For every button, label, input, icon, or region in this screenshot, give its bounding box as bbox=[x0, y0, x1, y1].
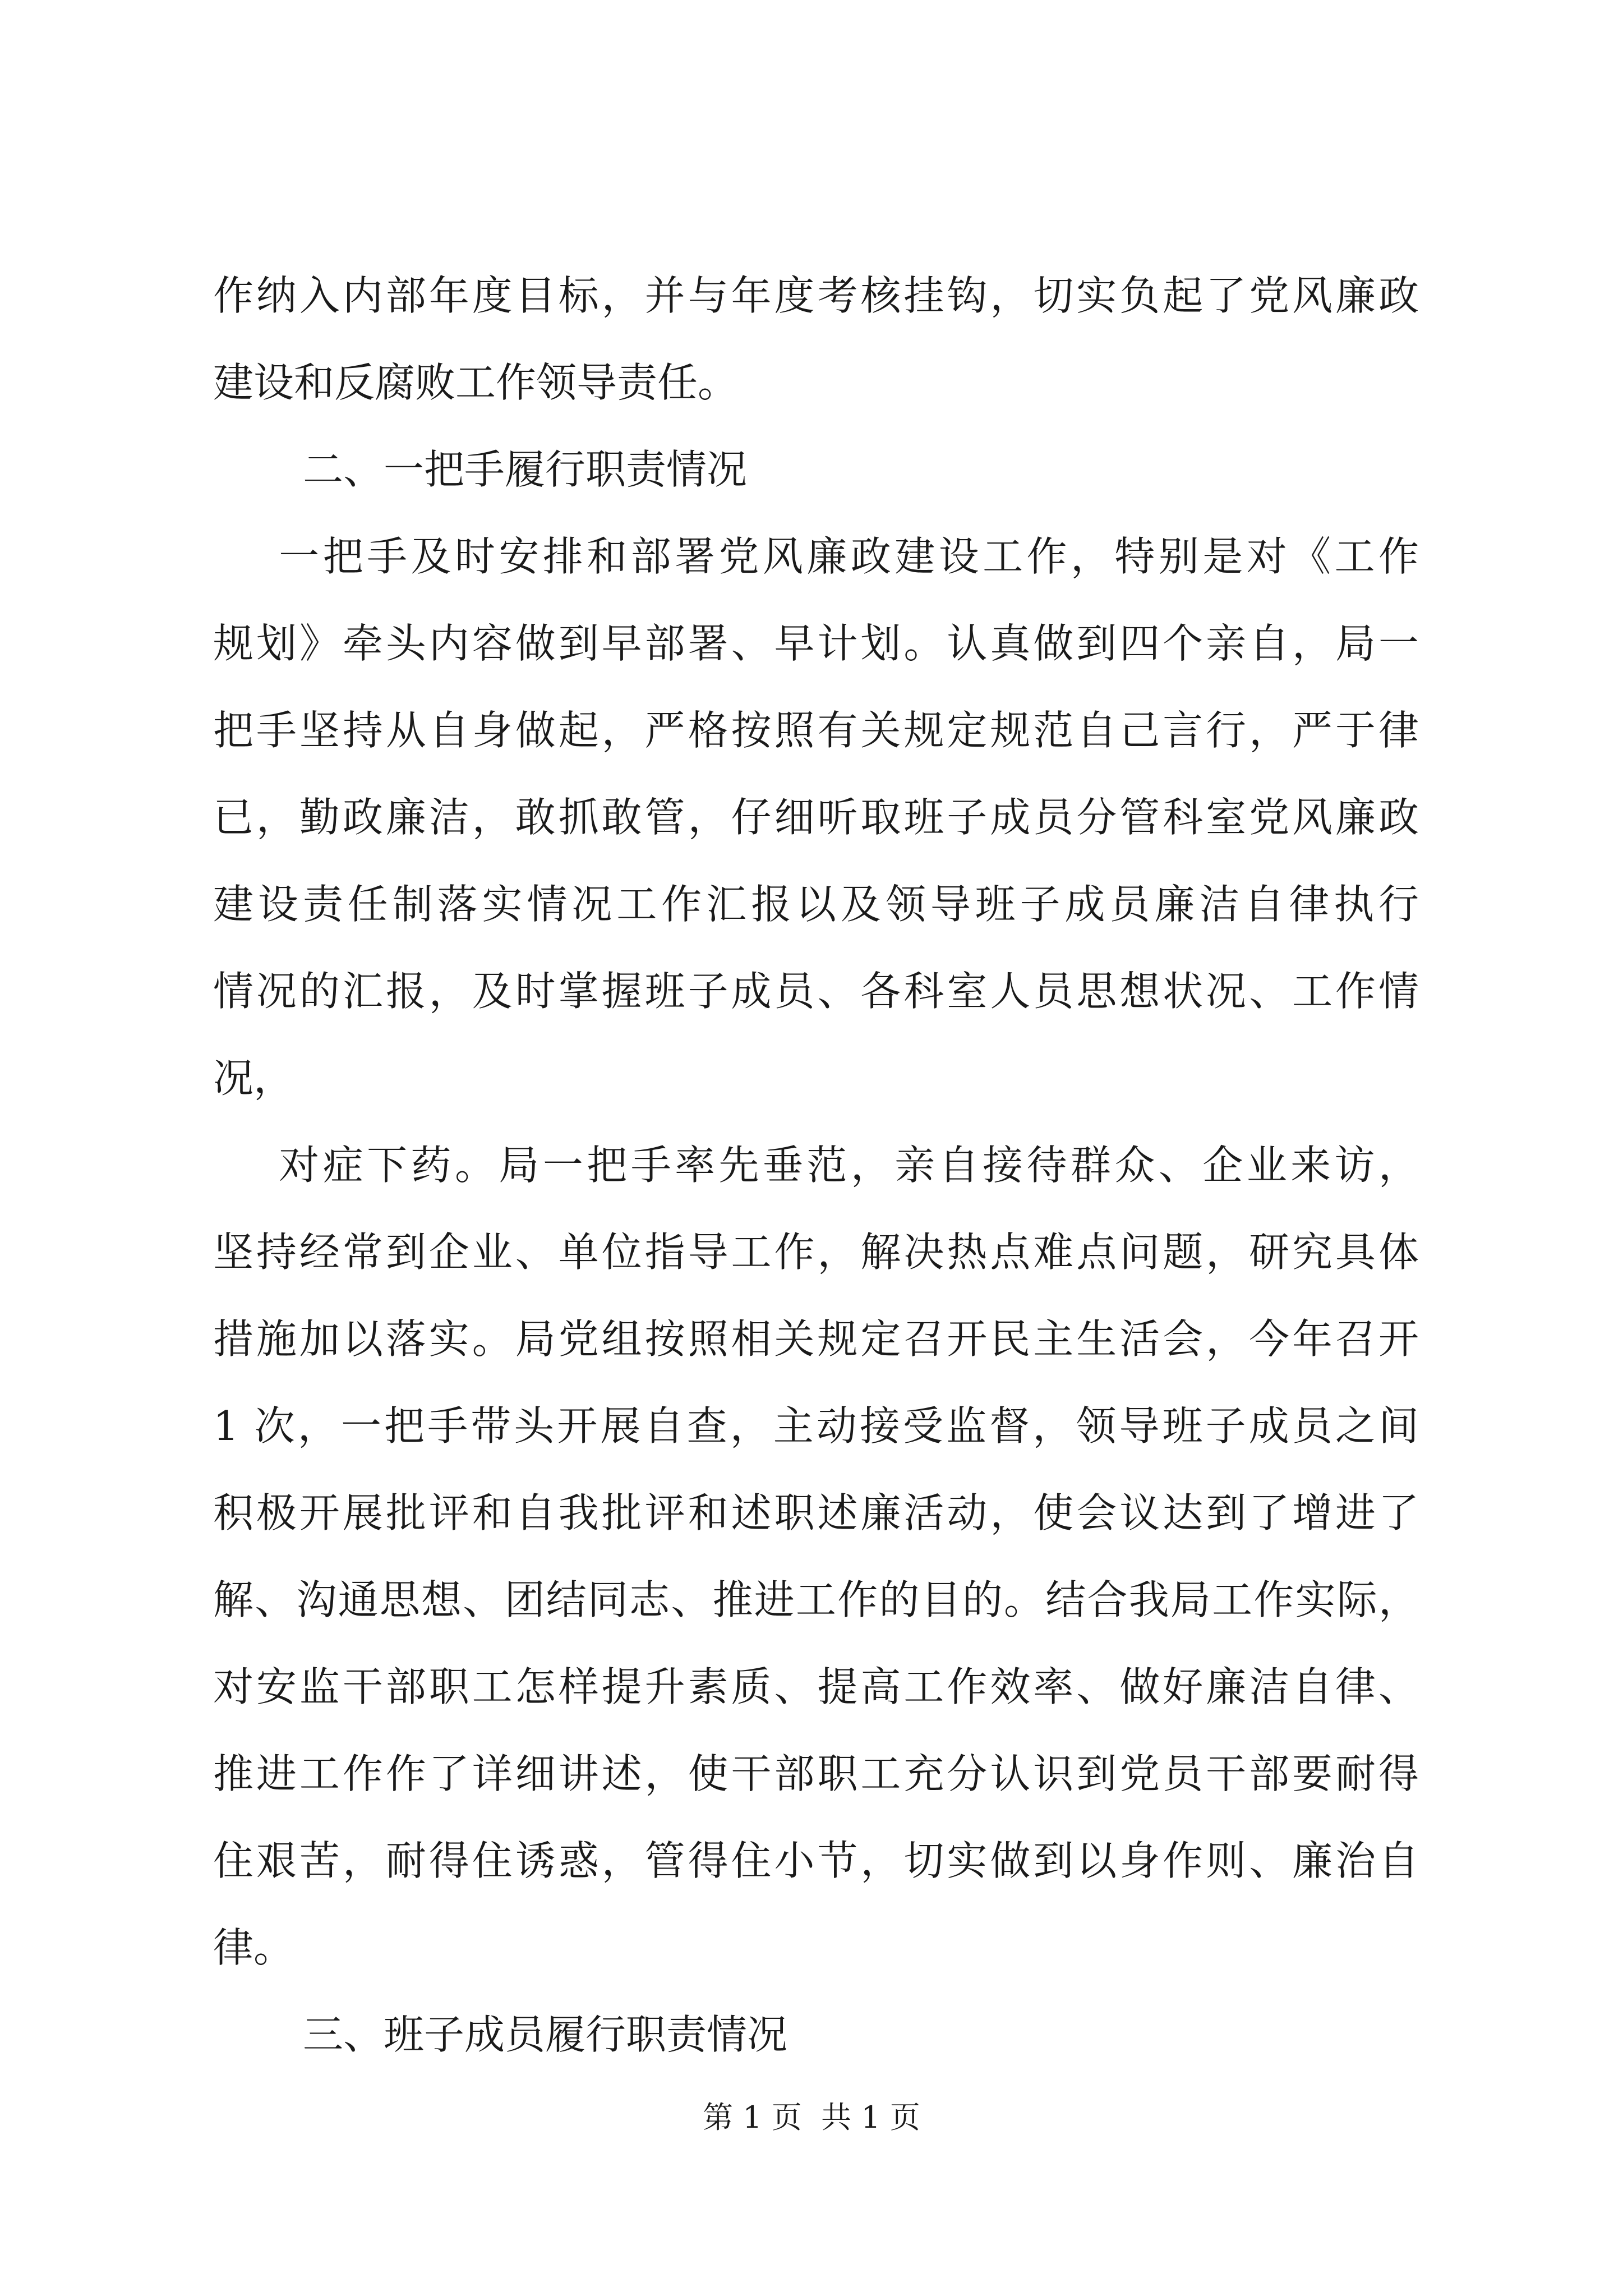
paragraph-line: 措施加以落实。局党组按照相关规定召开民主生活会，今年召开 bbox=[213, 1315, 1419, 1363]
section-heading-3: 三、班子成员履行职责情况 bbox=[303, 2011, 788, 2058]
paragraph-line: 推进工作作了详细讲述，使干部职工充分认识到党员干部要耐得 bbox=[213, 1750, 1419, 1797]
paragraph-line: 情况的汇报，及时掌握班子成员、各科室人员思想状况、工作情 bbox=[213, 968, 1419, 1015]
document-body bbox=[213, 252, 1419, 2078]
paragraph-line: 况， bbox=[213, 1055, 294, 1102]
paragraph-line: 坚持经常到企业、单位指导工作，解决热点难点问题，研究具体 bbox=[213, 1228, 1419, 1276]
paragraph-line: 建设和反腐败工作领导责任。 bbox=[213, 359, 739, 406]
paragraph-line: 律。 bbox=[213, 1924, 294, 1971]
section-heading-2: 二、一把手履行职责情况 bbox=[303, 446, 748, 493]
paragraph-line: 1 次，一把手带头开展自查，主动接受监督，领导班子成员之间 bbox=[213, 1402, 1419, 1450]
paragraph-line: 积极开展批评和自我批评和述职述廉活动，使会议达到了增进了 bbox=[213, 1489, 1419, 1536]
paragraph-line: 把手坚持从自身做起，严格按照有关规定规范自己言行，严于律 bbox=[213, 707, 1419, 754]
paragraph-line: 已，勤政廉洁，敢抓敢管，仔细听取班子成员分管科室党风廉政 bbox=[213, 794, 1419, 841]
page-number-label: 第 1 页 共 1 页 bbox=[703, 2100, 920, 2135]
paragraph-line: 建设责任制落实情况工作汇报以及领导班子成员廉洁自律执行 bbox=[213, 881, 1419, 928]
paragraph-line: 住艰苦，耐得住诱惑，管得住小节，切实做到以身作则、廉治自 bbox=[213, 1837, 1419, 1884]
paragraph-line: 解、沟通思想、团结同志、推进工作的目的。结合我局工作实际， bbox=[213, 1576, 1419, 1623]
paragraph-line: 作纳入内部年度目标，并与年度考核挂钩，切实负起了党风廉政 bbox=[213, 272, 1419, 319]
paragraph-line: 对安监干部职工怎样提升素质、提高工作效率、做好廉洁自律、 bbox=[213, 1663, 1419, 1710]
paragraph-line: 对症下药。局一把手率先垂范，亲自接待群众、企业来访， bbox=[213, 1142, 1419, 1189]
paragraph-line: 规划》牵头内容做到早部署、早计划。认真做到四个亲自，局一 bbox=[213, 620, 1419, 667]
paragraph-line: 一把手及时安排和部署党风廉政建设工作，特别是对《工作 bbox=[213, 533, 1419, 580]
page-footer bbox=[0, 2098, 1623, 2137]
